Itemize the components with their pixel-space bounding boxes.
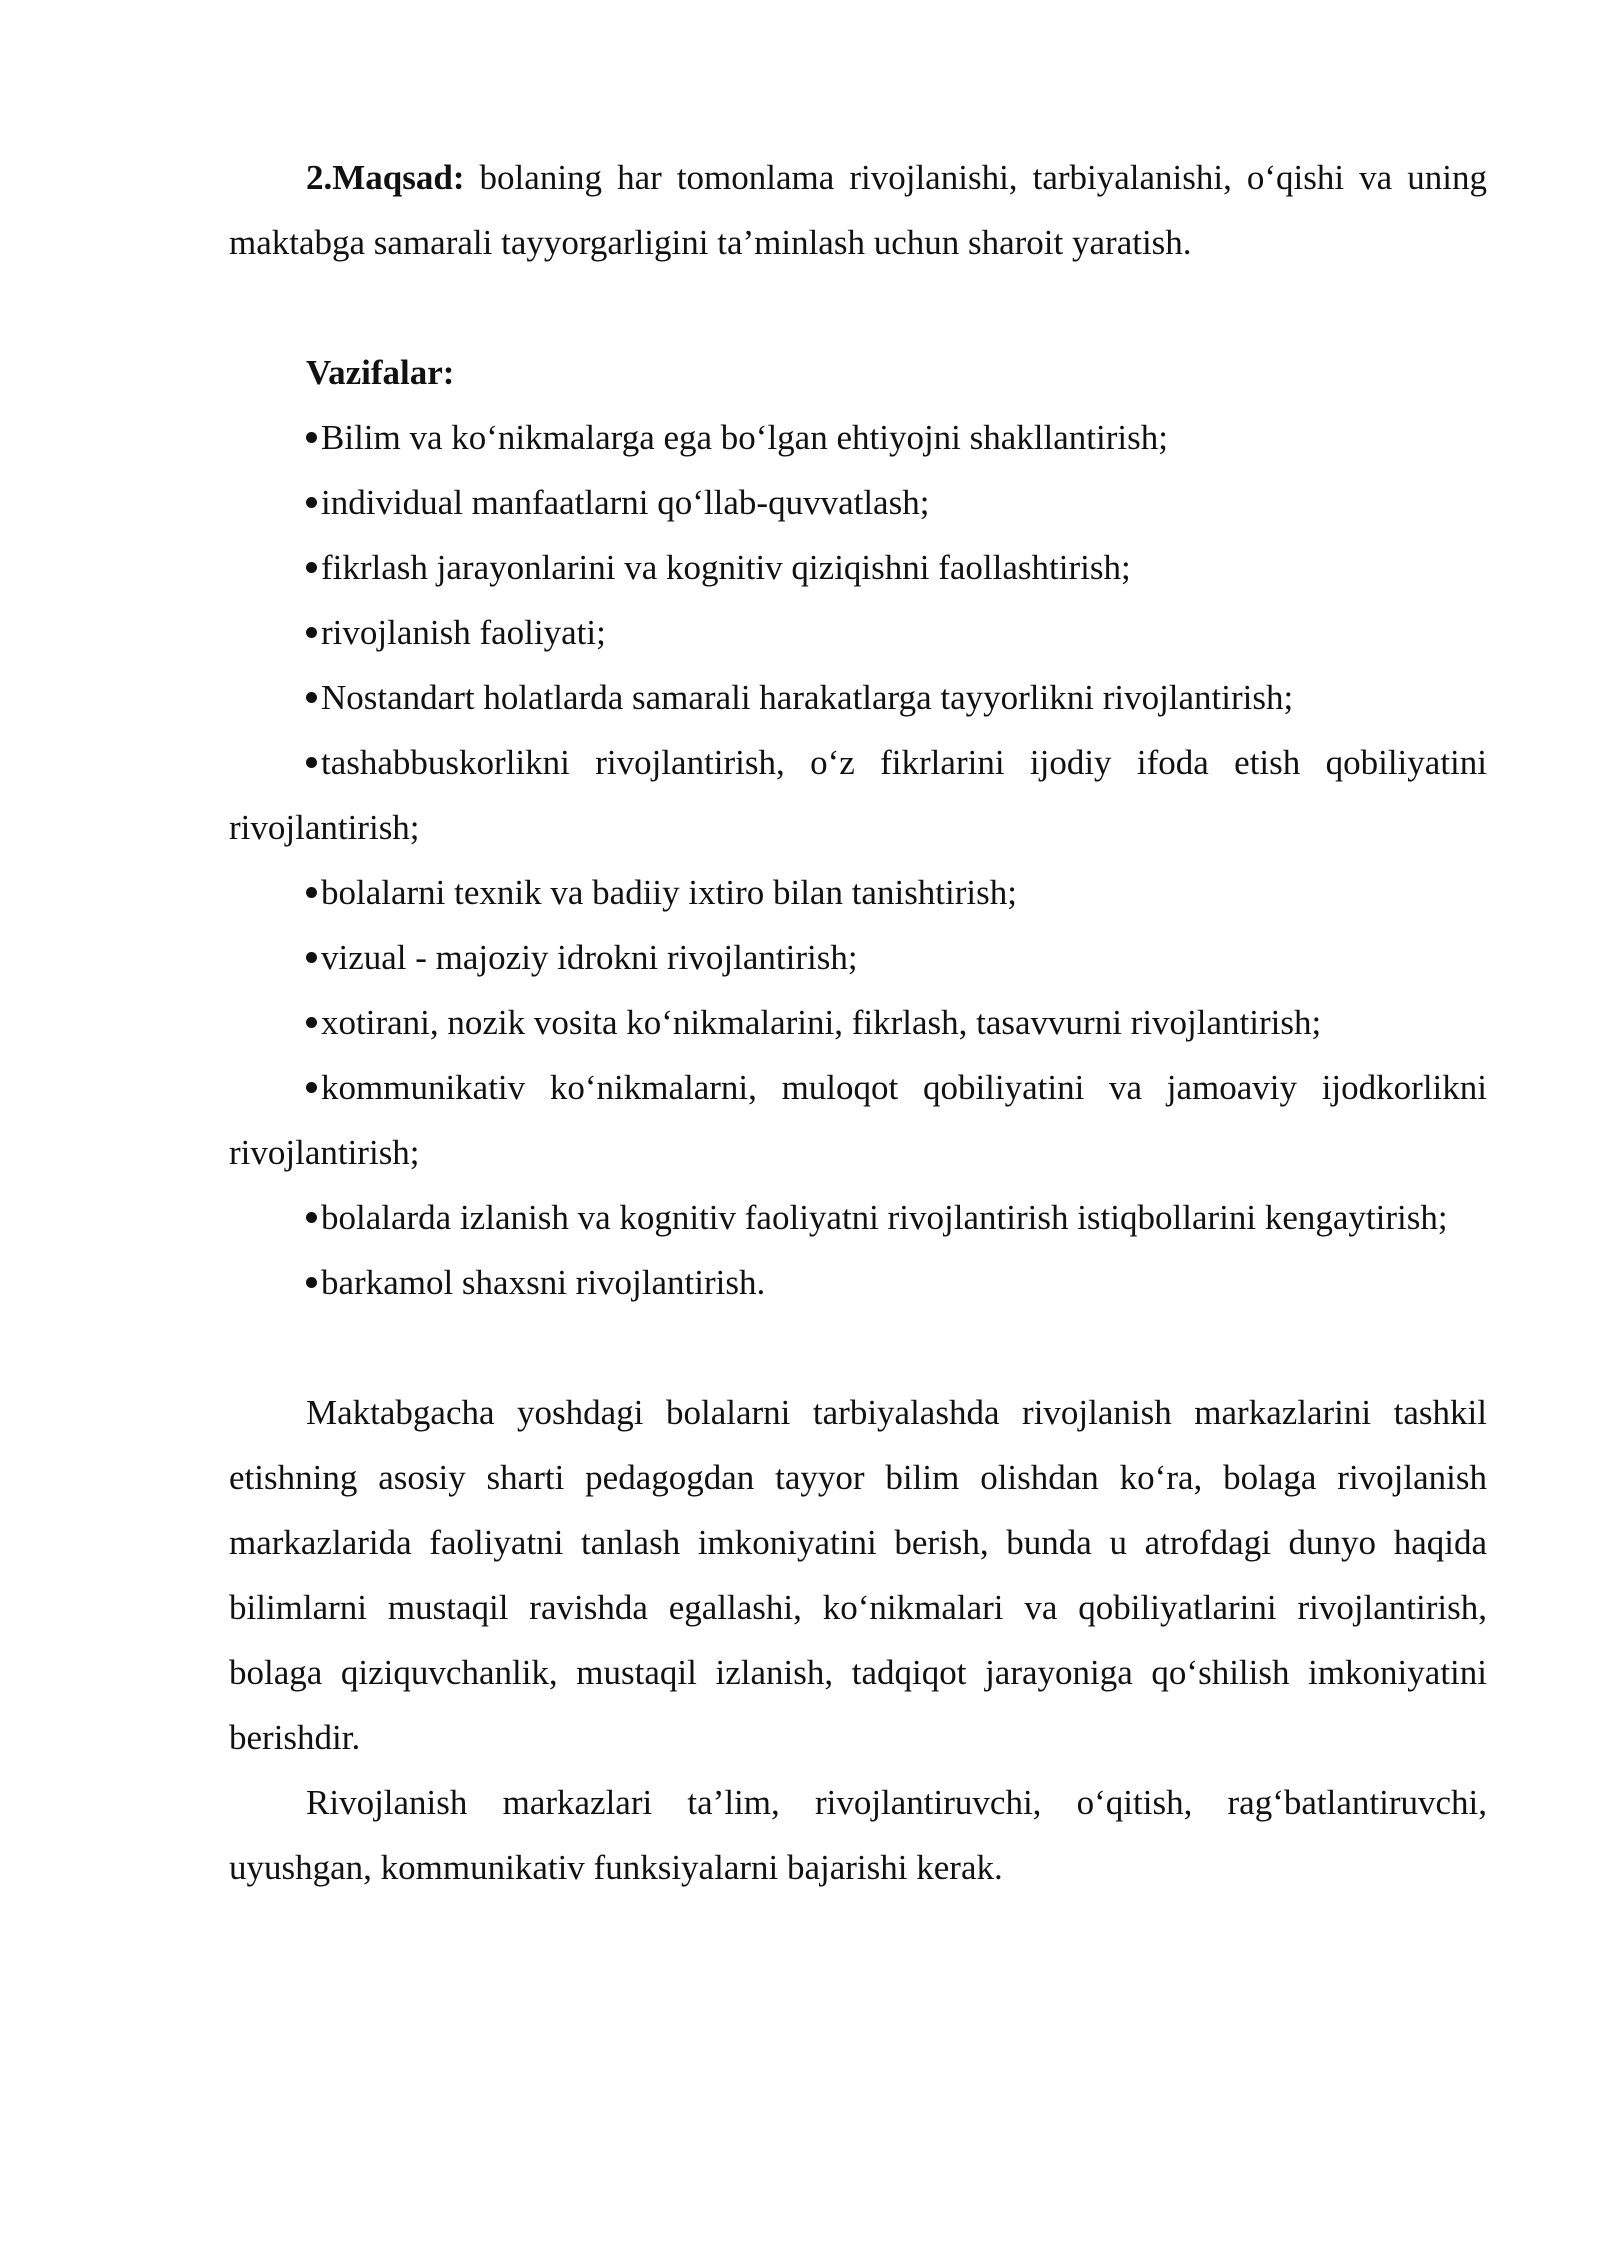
bullet-icon <box>306 627 317 638</box>
tasks-list <box>229 405 1487 1315</box>
task-item <box>229 1185 1487 1250</box>
bullet-icon <box>306 952 317 963</box>
task-item <box>229 405 1487 470</box>
bullet-icon <box>306 432 317 443</box>
task-text: individual manfaatlarni qo‘llab-quvvatlash; <box>321 483 930 522</box>
task-item <box>229 925 1487 990</box>
section-spacer <box>229 1315 1487 1380</box>
task-text: vizual - majoziy idrokni rivojlantirish; <box>321 938 858 977</box>
bullet-icon <box>306 562 317 573</box>
task-item <box>229 665 1487 730</box>
bullet-icon <box>306 1082 317 1093</box>
bullet-icon <box>306 757 317 768</box>
goal-label: 2.Maqsad: <box>306 158 465 197</box>
task-text: bolalarni texnik va badiiy ixtiro bilan tanishtirish; <box>321 873 1017 912</box>
task-text: kommunikativ ko‘nikmalarni, muloqot qobiliyatini va jamoaviy ijodkorlikni rivojlantirish; <box>229 1068 1487 1172</box>
task-item <box>229 600 1487 665</box>
task-text: Nostandart holatlarda samarali harakatlarga tayyorlikni rivojlantirish; <box>321 678 1294 717</box>
body-paragraph: Rivojlanish markazlari ta’lim, rivojlantiruvchi, o‘qitish, rag‘batlantiruvchi, uyushgan, kommunikativ funksiyalarni bajarishi kerak. <box>229 1783 1487 1887</box>
bullet-icon <box>306 1277 317 1288</box>
task-item <box>229 990 1487 1055</box>
bullet-icon <box>306 1212 317 1223</box>
task-text: rivojlanish faoliyati; <box>321 613 606 652</box>
body-paragraph: Maktabgacha yoshdagi bolalarni tarbiyalashda rivojlanish markazlarini tashkil etishning asosiy sharti pedagogdan tayyor bilim olishdan ko‘ra, bolaga rivojlanish markazlarida faoliyatni tanlash imkoniyatini berish, bunda u atrofdagi dunyo haqida bilimlarni mustaqil ravishda egallashi, ko‘nikmalari va qobiliyatlarini rivojlantirish, bolaga qiziquvchanlik, mustaqil izlanish, tadqiqot jarayoniga qo‘shilish imkoniyatini berishdir. <box>229 1393 1487 1757</box>
task-item <box>229 730 1487 860</box>
task-item <box>229 1055 1487 1185</box>
bullet-icon <box>306 1017 317 1028</box>
bullet-icon <box>306 497 317 508</box>
task-item <box>229 860 1487 925</box>
goal-text: bolaning har tomonlama rivojlanishi, tarbiyalanishi, o‘qishi va uning maktabga samarali tayyorgarligini ta’minlash uchun sharoit yaratish. <box>229 158 1487 262</box>
bullet-icon <box>306 887 317 898</box>
task-text: tashabbuskorlikni rivojlantirish, o‘z fikrlarini ijodiy ifoda etish qobiliyatini rivojlantirish; <box>229 743 1487 847</box>
task-text: xotirani, nozik vosita ko‘nikmalarini, fikrlash, tasavvurni rivojlantirish; <box>321 1003 1322 1042</box>
task-text: Bilim va ko‘nikmalarga ega bo‘lgan ehtiyojni shakllantirish; <box>321 418 1168 457</box>
goal-paragraph <box>229 145 1487 275</box>
bullet-icon <box>306 692 317 703</box>
task-text: barkamol shaxsni rivojlantirish. <box>321 1263 766 1302</box>
task-item <box>229 1250 1487 1315</box>
tasks-title: Vazifalar: <box>306 353 455 392</box>
task-item <box>229 535 1487 600</box>
task-text: bolalarda izlanish va kognitiv faoliyatni rivojlantirish istiqbollarini kengaytirish; <box>321 1198 1448 1237</box>
task-item <box>229 470 1487 535</box>
task-text: fikrlash jarayonlarini va kognitiv qiziqishni faollashtirish; <box>321 548 1131 587</box>
document-content <box>229 145 1487 1900</box>
